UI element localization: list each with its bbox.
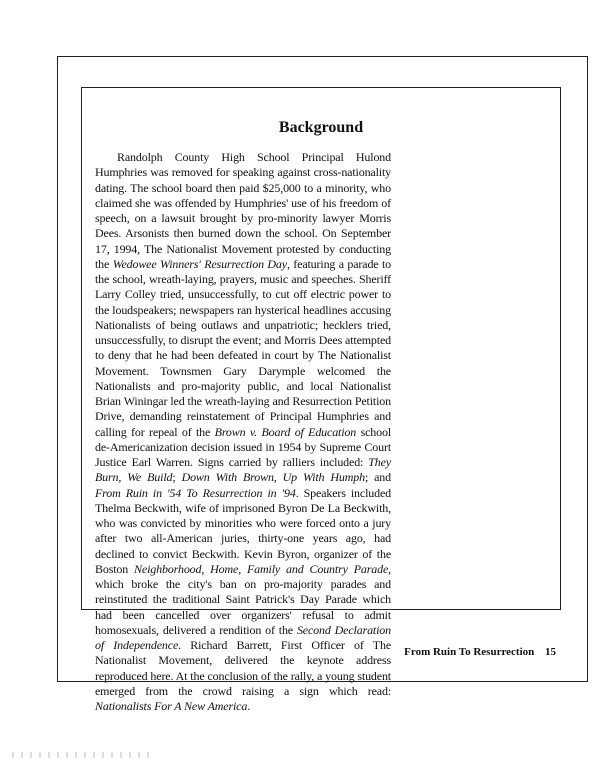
text-run: ; and <box>364 470 391 485</box>
text-run: . Speakers included Thelma Beckwith, wife of imprisoned Byron De La Beckwith, who was convicted by minorities who were forced onto a jury after two all-American juries, thirty-one years ago, had declined to convict Beckwith. Kevin Byron, organizer of the Boston <box>95 485 391 576</box>
text-run: Randolph County High School Principal Hulond Humphries was removed for speaking against cross-nationality dating. The school board then paid $25,000 to a minority, who claimed she was offended by Humphries' use of his freedom of speech, on a lawsuit brought by pro-minority lawyer Morris Dees. Arsonists then burned down the school. On September 17, 1994, The Nationalist Movement protested by conducting the <box>95 150 391 271</box>
italic-phrase: Second Declaration of Independence <box>95 622 392 652</box>
scan-artifact <box>12 752 152 758</box>
body-paragraph <box>95 150 391 714</box>
italic-phrase: Brown v. Board of Education <box>214 424 357 439</box>
text-run: , which broke the city's ban on pro-majority parades and reinstituted the traditional Saint Patrick's Day Parade which had been cancelled over organizers' refusal to admit homosexuals, delivered a rendition of the <box>95 561 391 637</box>
italic-phrase: Down With Brown, Up With Humph <box>181 470 365 485</box>
italic-phrase: Nationalists For A New America <box>95 699 248 713</box>
page-footer <box>250 646 556 658</box>
section-title: Background <box>278 119 364 136</box>
text-run: . <box>247 699 251 713</box>
italic-phrase: From Ruin in '54 To Resurrection in '94 <box>95 485 296 500</box>
italic-phrase: Wedowee Winners' Resurrection Day <box>112 256 287 271</box>
text-run: , featuring a parade to the school, wreath-laying, prayers, music and speeches. Sheriff Larry Colley tried, unsuccessfully, to cut off electric power to the loudspeakers; newspapers ran hysterical headlines accusing Nationalists of being outlaws and unpatriotic; hecklers tried, unsuccessfully, to disrupt the event; and Morris Dees attempted to deny that he had been defeated in court by The Nationalist Movement. Townsmen Gary Darymple welcomed the Nationalists and pro-majority public, and local Nationalist Brian Winingar led the wreath-laying and Resurrection Petition Drive, demanding reinstatement of Principal Humphries and calling for repeal of the <box>95 256 391 439</box>
text-run: school de-Americanization decision issued in 1954 by Supreme Court Justice Earl Warren. Signs carried by ralliers included: <box>95 424 392 469</box>
italic-phrase: Neighborhood, Home, Family and Country Parade <box>134 561 389 576</box>
running-footer-title: From Ruin To Resurrection <box>404 646 535 658</box>
page-number: 15 <box>545 646 556 658</box>
text-run: . Richard Barrett, First Officer of The Nationalist Movement, delivered the keynote address reproduced here. At the conclusion of the rally, a young student emerged from the crowd raising a sign which read: <box>95 638 391 698</box>
italic-phrase: They Burn, We Build <box>95 455 391 485</box>
text-run: ; <box>172 470 182 485</box>
